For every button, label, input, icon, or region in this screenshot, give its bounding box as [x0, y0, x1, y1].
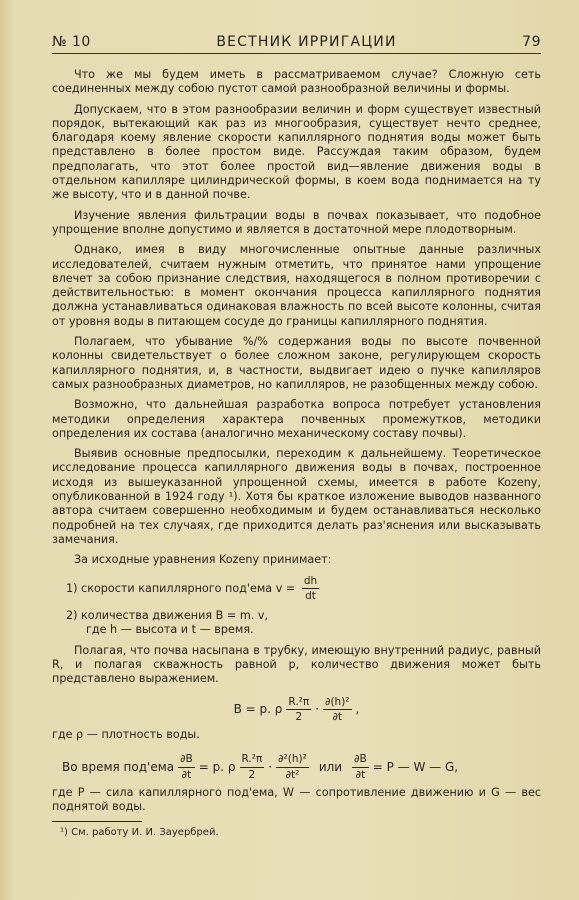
multiply-dot: · [315, 702, 320, 717]
eq-prefix: Во время под'ема [62, 760, 175, 775]
item-momentum-text: 2) количества движения B = m. v, [66, 609, 269, 623]
eq-sign: = p. ρ [198, 760, 236, 775]
legend: где P — сила капиллярного под'ема, W — сопротивление движению и G — вес поднятой воды. [52, 786, 541, 814]
fraction [240, 752, 265, 782]
paragraph: Допускаем, что в этом разнообразии величин и форм существует известный порядок, вытекающий как раз из многообразия, существует нечто среднее, благодаря коему явление скорости капиллярного поднятия воды может быть представлено в более простом виде. Рассуждая таким образом, будем предполагать, что этот более простой вид—явление движения воды в отдельном капилляре цилиндрической формы, в коем вода поднимается на ту же высоту, что и в данной почве. [52, 102, 541, 202]
paragraph: Изучение явления фильтрации воды в почвах показывает, что подобное упрощение вполне допустимо и является в достаточной мере плодотворным. [52, 208, 541, 236]
item-momentum [66, 609, 541, 638]
eq-rhs: = P — W — G, [372, 760, 459, 775]
equation-momentum [52, 695, 541, 725]
fraction-numerator: ∂B [352, 752, 369, 767]
paragraph: Однако, имея в виду многочисленные опытные данные различных исследователей, считаем нужным отметить, что принятое нами упрощение влечет за собою признание следствия, находящегося в полном противоречии с действительностью: в момент окончания процесса капиллярного поднятия должна устанавливаться одинаковая влажность по всей высоте колонны, считая от уровня воды в питающем сосуде до границы капиллярного поднятия. [52, 243, 541, 328]
fraction-numerator: ∂B [178, 752, 195, 767]
fraction [352, 752, 369, 782]
paragraph: Выявив основные предпосылки, переходим к дальнейшему. Теоретическое исследование процесса капиллярного движения воды в почвах, построенное исходя из вышеуказанной упрощенной схемы, имеется в работе Kozeny, опубликованной в 1924 году ¹). Хотя бы краткое изложение выводов названного автора считаем совершенно необходимым и будем останавливаться несколько подробней на тех случаях, где приходится делать раз'яснения или высказывать замечания. [52, 447, 541, 546]
paragraph: Возможно, что дальнейшая разработка вопроса потребует установления методики определения характера почвенных промежутков, методики определения их состава (аналогично механическому составу почвы). [52, 398, 541, 440]
footnote-divider [52, 821, 142, 822]
fraction-numerator: dh [302, 574, 319, 589]
kozeny-intro: За исходные уравнения Kozeny принимает: [74, 553, 332, 567]
page-header [52, 34, 541, 54]
item-velocity [66, 574, 541, 604]
fraction-denominator: 2 [295, 710, 303, 723]
fraction [323, 695, 352, 725]
rho-note: где ρ — плотность воды. [52, 728, 200, 742]
footnote: ¹) См. работу И. И. Зауербрей. [60, 826, 219, 838]
fraction-numerator: R.²π [286, 695, 311, 710]
fraction-numerator: ∂(h)² [323, 695, 352, 710]
fraction-denominator: 2 [248, 768, 256, 781]
article-body [52, 68, 541, 840]
fraction-denominator: ∂t [355, 768, 366, 781]
item-momentum-note: где h — высота и t — время. [86, 623, 254, 637]
multiply-dot: · [268, 760, 273, 775]
fraction-denominator: dt [305, 589, 316, 602]
issue-number: № 10 [52, 34, 91, 50]
equation-rise [62, 752, 541, 782]
paragraph: Полагаем, что убывание %/% содержания воды по высоте почвенной колонны свидетельствует о более сложном законе, регулирующем скорость капиллярного поднятия, и, в частности, выдвигает идею о пучке капилляров самых разнообразных диаметров, но капилляров, не разобщенных между собою. [52, 335, 541, 391]
fraction-dh-dt [302, 574, 319, 604]
journal-title: ВЕСТНИК ИРРИГАЦИИ [216, 34, 397, 50]
fraction-denominator: ∂t [181, 768, 192, 781]
fraction-denominator: ∂t [332, 710, 343, 723]
eq-lhs: B = p. ρ [233, 702, 283, 717]
paragraph: Полагая, что почва насыпана в трубку, имеющую внутренний радиус, равный R, и полагая скважность равной p, количество движения может быть представлено выражением. [52, 643, 541, 686]
fraction [178, 752, 195, 782]
page-number: 79 [522, 34, 541, 50]
fraction-numerator: R.²π [240, 752, 265, 767]
fraction-numerator: ∂²(h)² [276, 752, 309, 767]
fraction [286, 695, 311, 725]
eq-tail: , [355, 702, 360, 717]
item-velocity-text: 1) скорости капиллярного под'ема v = [66, 581, 296, 595]
paragraph: Что же мы будем иметь в рассматриваемом случае? Сложную сеть соединенных между собою пустот самой разнообразной величины и формы. [52, 68, 541, 96]
eq-or: или [318, 760, 343, 775]
fraction-denominator: ∂t² [285, 768, 300, 781]
fraction [276, 752, 309, 782]
